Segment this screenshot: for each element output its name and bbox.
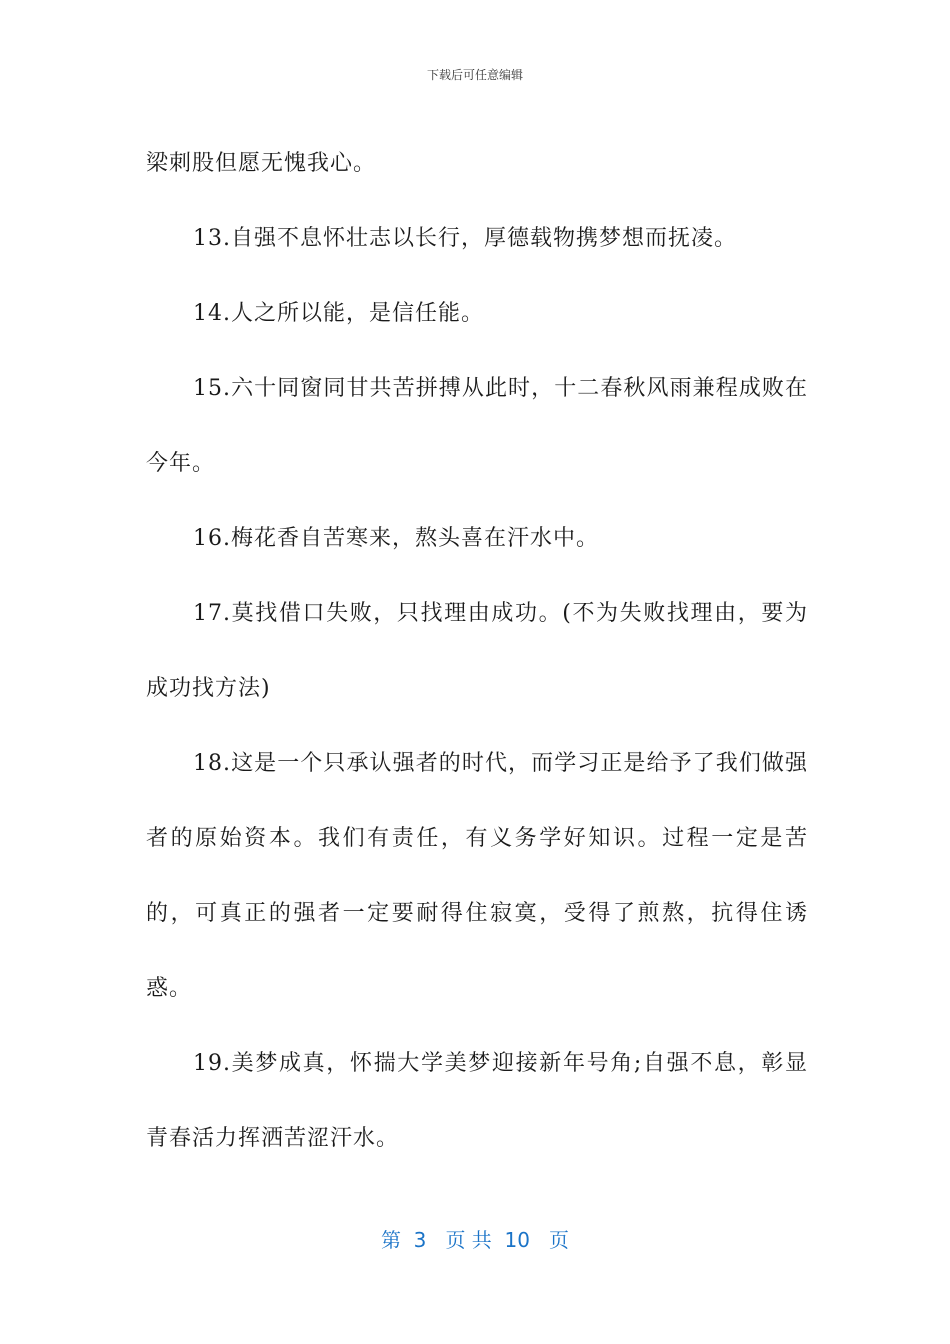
paragraph: 14.人之所以能，是信任能。 <box>193 301 484 326</box>
document-body <box>146 126 808 1176</box>
paragraph: 17.莫找借口失败，只找理由成功。(不为失败找理由，要为成功找方法) <box>146 601 808 701</box>
paragraph: 16.梅花香自苦寒来，熬头喜在汗水中。 <box>193 526 599 551</box>
page-header: 下载后可任意编辑 <box>426 68 523 82</box>
paragraph: 13.自强不息怀壮志以长行，厚德载物携梦想而抚凌。 <box>193 226 737 251</box>
paragraph: 18.这是一个只承认强者的时代，而学习正是给予了我们做强者的原始资本。我们有责任，有义务学好知识。过程一定是苦的，可真正的强者一定要耐得住寂寞，受得了煎熬，抗得住诱惑。 <box>146 751 808 1001</box>
paragraph: 19.美梦成真，怀揣大学美梦迎接新年号角;自强不息，彰显青春活力挥洒苦涩汗水。 <box>146 1051 808 1151</box>
page-footer: 第 3 页 共 10 页 <box>380 1228 570 1252</box>
paragraph: 梁刺股但愿无愧我心。 <box>146 151 377 176</box>
paragraph: 15.六十同窗同甘共苦拼搏从此时，十二春秋风雨兼程成败在今年。 <box>146 376 808 476</box>
